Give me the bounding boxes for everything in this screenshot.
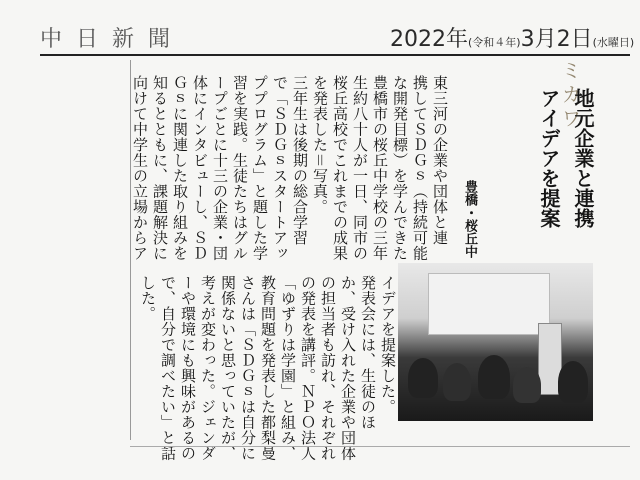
body-line: ープごとに十三の企業・団 bbox=[211, 75, 229, 261]
body-line: ププログラム」と題した学 bbox=[251, 75, 269, 261]
date-weekday: (水曜日) bbox=[592, 36, 635, 49]
masthead bbox=[40, 20, 635, 52]
body-line: か、受け入れた企業や団体 bbox=[339, 275, 357, 461]
article-body-lower bbox=[139, 275, 398, 461]
date-year: 2022年 bbox=[390, 27, 468, 52]
body-text-upper bbox=[130, 75, 450, 290]
body-line: を発表した＝写真。 bbox=[311, 75, 329, 215]
article-byline: 豊橋・桜丘中 bbox=[462, 180, 477, 258]
body-line: 習を実践。生徒たちはグル bbox=[231, 75, 249, 261]
body-line: 知るとともに、課題解決に bbox=[151, 75, 169, 261]
body-line: 「ゆずりは学園」と組み、 bbox=[279, 275, 297, 461]
projection-screen bbox=[428, 273, 550, 335]
body-line: 携してＳＤＧｓ（持続可能 bbox=[411, 75, 429, 261]
body-line: 発表会には、生徒のほ bbox=[359, 275, 377, 430]
body-line: 東三河の企業や団体と連 bbox=[431, 75, 449, 246]
body-line: 関係ないと思っていたが、 bbox=[219, 275, 237, 461]
headline-line-2: アイデアを提案 bbox=[537, 88, 561, 228]
masthead-rule bbox=[40, 54, 630, 56]
date-day: 3月2日 bbox=[520, 27, 593, 52]
audience-member bbox=[478, 355, 510, 399]
body-line: さんは「ＳＤＧｓは自分に bbox=[239, 275, 257, 461]
body-line: 豊橋市の桜丘中学校の三年 bbox=[371, 75, 389, 261]
body-line: 体にインタビューし、ＳＤ bbox=[191, 75, 209, 261]
body-line: の担当者も訪れ、それぞれ bbox=[319, 275, 337, 461]
body-line: Ｇｓに関連した取り組みを bbox=[171, 75, 189, 261]
section-kicker: ミカワ bbox=[558, 60, 582, 132]
article-body-upper bbox=[130, 75, 450, 290]
body-line: の発表を講評。ＮＰＯ法人 bbox=[299, 275, 317, 461]
audience-member bbox=[558, 361, 588, 403]
clipping-bottom-edge bbox=[130, 446, 630, 461]
body-line: ーや環境にも興味があるの bbox=[179, 275, 197, 461]
body-line: で、自分で調べたい」と話 bbox=[159, 275, 177, 461]
body-line: イデアを提案した。 bbox=[379, 275, 397, 415]
paper-name: 中日新聞 bbox=[40, 27, 185, 52]
body-line: 桜丘高校でこれまでの成果 bbox=[331, 75, 349, 261]
audience-member bbox=[408, 358, 438, 398]
body-line: した。 bbox=[139, 275, 157, 322]
body-line: 生約八十人が一日、同市の bbox=[351, 75, 369, 261]
body-line: 三年生は後期の総合学習 bbox=[291, 75, 309, 246]
audience-member bbox=[513, 367, 541, 403]
publication-date bbox=[390, 22, 634, 53]
body-line: 向けて中学生の立場からア bbox=[131, 75, 149, 261]
headline-line-1: 地元企業と連携 bbox=[571, 88, 595, 228]
body-line: で「ＳＤＧｓスタートアッ bbox=[271, 75, 289, 261]
clipping-border bbox=[130, 60, 131, 440]
body-text-lower bbox=[138, 275, 398, 461]
date-era: (令和４年) bbox=[468, 36, 521, 49]
body-line: 考えが変わった。ジェンダ bbox=[199, 275, 217, 461]
audience-member bbox=[443, 363, 471, 401]
article-photo bbox=[398, 263, 593, 421]
body-line: な開発目標）を学んできた bbox=[391, 75, 409, 261]
body-line: 教育問題を発表した都梨曼 bbox=[259, 275, 277, 461]
article-headline bbox=[532, 88, 600, 228]
